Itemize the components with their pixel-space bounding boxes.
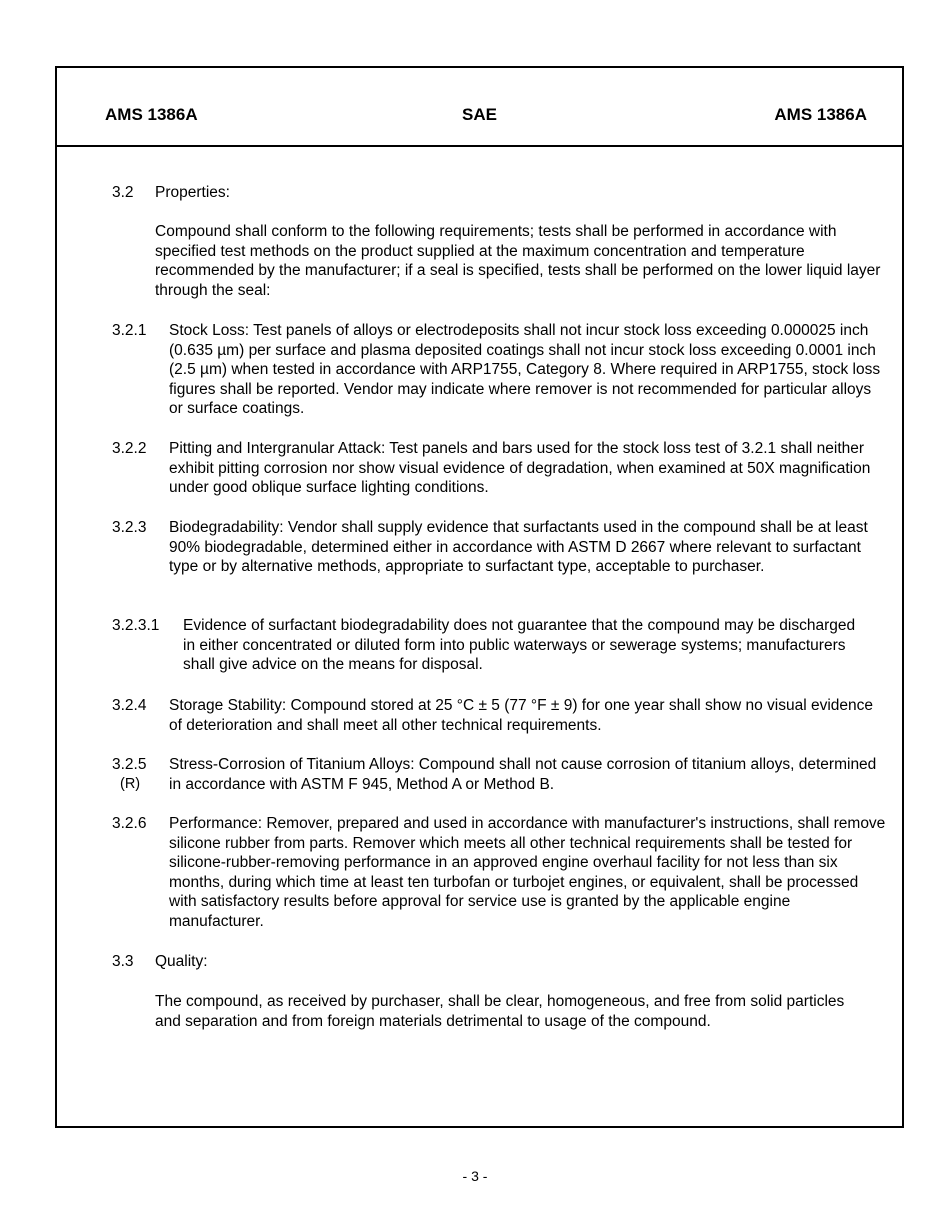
section-number: 3.2.3 bbox=[112, 519, 147, 536]
document-body bbox=[57, 147, 902, 1126]
section-paragraph: Pitting and Intergranular Attack: Test panels and bars used for the stock loss test of 3.2.1 shall neither exhibit pitting corrosion nor show visual evidence of degradation, when examined at 50X magnification under good oblique surface lighting conditions. bbox=[169, 440, 871, 497]
section-number: 3.2.1 bbox=[112, 322, 147, 339]
page-number: - 3 - bbox=[462, 1168, 488, 1184]
section-title: Properties: bbox=[155, 184, 230, 201]
section-paragraph: Compound shall conform to the following requirements; tests shall be performed in accordance with specified test methods on the product supplied at the maximum concentration and temperature recommended by the manufacturer; if a seal is specified, tests shall be performed on the lower liquid layer through the seal: bbox=[155, 223, 881, 299]
revision-mark: (R) bbox=[120, 776, 141, 792]
section-paragraph: Evidence of surfactant biodegradability does not guarantee that the compound may be discharged in either concentrated or diluted form into public waterways or sewerage systems; manufacturers shall give advice on the means for disposal. bbox=[183, 617, 856, 674]
section-paragraph: Biodegradability: Vendor shall supply evidence that surfactants used in the compound shall be at least 90% biodegradable, determined either in accordance with ASTM D 2667 where relevant to surfactant type or by alternative methods, appropriate to surfactant type, acceptable to purchaser. bbox=[169, 519, 868, 576]
section-paragraph: Storage Stability: Compound stored at 25 °C ± 5 (77 °F ± 9) for one year shall show no visual evidence of deterioration and shall meet all other technical requirements. bbox=[169, 697, 874, 734]
header-doc-id-right: AMS 1386A bbox=[774, 105, 867, 124]
section-number: 3.3 bbox=[112, 953, 134, 970]
section-title: Quality: bbox=[155, 953, 208, 970]
page-header bbox=[57, 68, 902, 147]
section-paragraph: Performance: Remover, prepared and used in accordance with manufacturer's instructions, shall remove silicone rubber from parts. Remover which meets all other technical requirements shall be tested for silicone-rubber-removing performance in an approved engine overhaul facility for not less than six months, during which time at least ten turbofan or turbojet engines, or equivalent, shall be processed with satisfactory results before approval for service use is granted by the applicable engine manufacturer. bbox=[169, 815, 886, 930]
section-number: 3.2.3.1 bbox=[112, 617, 160, 634]
section-number: 3.2 bbox=[112, 184, 134, 201]
header-org: SAE bbox=[462, 105, 497, 124]
section-number: 3.2.6 bbox=[112, 815, 147, 832]
section-number: 3.2.5 bbox=[112, 756, 147, 773]
page-frame bbox=[55, 66, 904, 1128]
section-paragraph: Stress-Corrosion of Titanium Alloys: Compound shall not cause corrosion of titanium alloys, determined in accordance with ASTM F 945, Method A or Method B. bbox=[169, 756, 877, 793]
section-number: 3.2.2 bbox=[112, 440, 147, 457]
section-number: 3.2.4 bbox=[112, 697, 147, 714]
section-paragraph: Stock Loss: Test panels of alloys or electrodeposits shall not incur stock loss exceeding 0.000025 inch (0.635 µm) per surface and plasma deposited coatings shall not incur stock loss exceeding 0.0001 inch (2.5 µm) when tested in accordance with ARP1755, Category 8. Where required in ARP1755, stock loss figures shall be reported. Vendor may indicate where remover is not recommended for particular alloys or surface coatings. bbox=[169, 322, 881, 418]
section-paragraph: The compound, as received by purchaser, shall be clear, homogeneous, and free from solid particles and separation and from foreign materials detrimental to usage of the compound. bbox=[155, 993, 845, 1030]
header-doc-id-left: AMS 1386A bbox=[105, 105, 198, 124]
